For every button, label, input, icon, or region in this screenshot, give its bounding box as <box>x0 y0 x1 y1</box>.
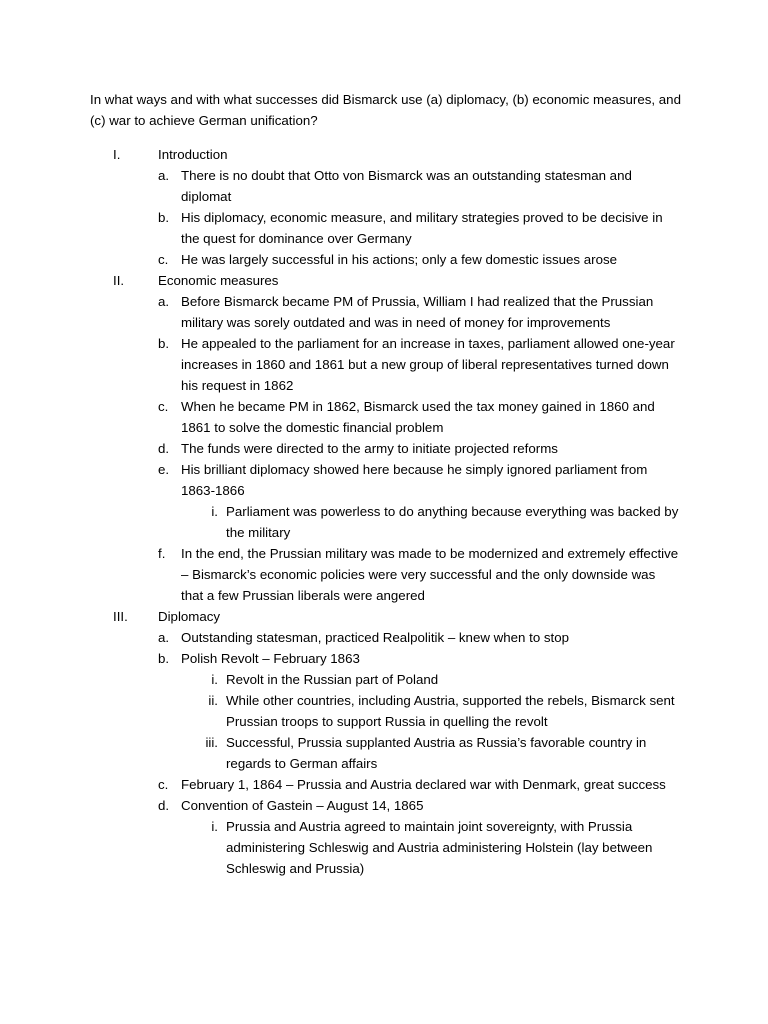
outline-marker: e. <box>158 462 170 477</box>
outline-item-level-1 <box>0 270 768 291</box>
outline-marker: iii. <box>205 735 218 750</box>
outline-marker: a. <box>158 168 170 183</box>
outline-marker: i. <box>211 504 218 519</box>
outline-item-level-2 <box>0 249 768 270</box>
outline-marker: i. <box>211 819 218 834</box>
outline-item-level-3 <box>0 816 768 879</box>
outline-text: Successful, Prussia supplanted Austria as Russia’s favorable country in regards to German affairs <box>226 735 647 771</box>
outline-text: February 1, 1864 – Prussia and Austria declared war with Denmark, great success <box>181 777 666 792</box>
outline-item-level-3 <box>0 669 768 690</box>
outline-text: There is no doubt that Otto von Bismarck was an outstanding statesman and diplomat <box>181 168 632 204</box>
outline-item-level-2 <box>0 333 768 396</box>
outline-marker: III. <box>113 609 128 624</box>
outline-text: While other countries, including Austria, supported the rebels, Bismarck sent Prussian troops to support Russia in quelling the revolt <box>226 693 675 729</box>
outline-item-level-2 <box>0 543 768 606</box>
outline-text: Revolt in the Russian part of Poland <box>226 672 439 687</box>
outline-marker: d. <box>158 798 170 813</box>
outline-marker: I. <box>113 147 121 162</box>
outline-text: In the end, the Prussian military was made to be modernized and extremely effective – Bismarck’s economic policies were very successful and the only downside was that a few Prussian liberals were angered <box>181 546 679 603</box>
outline-marker: f. <box>158 546 166 561</box>
outline-text: His brilliant diplomacy showed here because he simply ignored parliament from 1863-1866 <box>181 462 648 498</box>
outline-marker: ii. <box>208 693 218 708</box>
outline-text: He was largely successful in his actions; only a few domestic issues arose <box>181 252 618 267</box>
outline-item-level-2 <box>0 795 768 816</box>
outline-item-level-3 <box>0 501 768 543</box>
outline-item-level-2 <box>0 648 768 669</box>
outline-text: Before Bismarck became PM of Prussia, William I had realized that the Prussian military was sorely outdated and was in need of money for improvements <box>181 294 654 330</box>
outline-text: Convention of Gastein – August 14, 1865 <box>181 798 424 813</box>
outline-item-level-2 <box>0 291 768 333</box>
outline-marker: a. <box>158 630 170 645</box>
outline-item-level-2 <box>0 627 768 648</box>
outline-text: Outstanding statesman, practiced Realpolitik – knew when to stop <box>181 630 570 645</box>
outline-text: He appealed to the parliament for an increase in taxes, parliament allowed one-year increases in 1860 and 1861 but a new group of liberal representatives turned down his request in 1862 <box>181 336 675 393</box>
outline-text: Prussia and Austria agreed to maintain joint sovereignty, with Prussia administering Schleswig and Austria administering Holstein (lay between Schleswig and Prussia) <box>226 819 653 876</box>
outline-text: The funds were directed to the army to initiate projected reforms <box>181 441 558 456</box>
outline-marker: c. <box>158 777 169 792</box>
outline-item-level-3 <box>0 732 768 774</box>
outline-marker: II. <box>113 273 125 288</box>
outline-item-level-2 <box>0 774 768 795</box>
essay-outline <box>0 144 768 879</box>
outline-text: Introduction <box>158 147 228 162</box>
outline-marker: b. <box>158 336 170 351</box>
outline-marker: b. <box>158 210 170 225</box>
outline-marker: c. <box>158 252 169 267</box>
outline-item-level-2 <box>0 438 768 459</box>
outline-item-level-2 <box>0 459 768 501</box>
outline-marker: d. <box>158 441 170 456</box>
outline-item-level-2 <box>0 165 768 207</box>
outline-item-level-2 <box>0 396 768 438</box>
outline-text: Parliament was powerless to do anything because everything was backed by the military <box>226 504 679 540</box>
outline-marker: b. <box>158 651 170 666</box>
outline-text: Diplomacy <box>158 609 221 624</box>
outline-text: When he became PM in 1862, Bismarck used the tax money gained in 1860 and 1861 to solve the domestic financial problem <box>181 399 655 435</box>
outline-item-level-1 <box>0 144 768 165</box>
outline-item-level-3 <box>0 690 768 732</box>
outline-marker: a. <box>158 294 170 309</box>
outline-item-level-1 <box>0 606 768 627</box>
outline-text: Economic measures <box>158 273 279 288</box>
outline-text: His diplomacy, economic measure, and military strategies proved to be decisive in the quest for dominance over Germany <box>181 210 663 246</box>
outline-marker: c. <box>158 399 169 414</box>
outline-item-level-2 <box>0 207 768 249</box>
outline-marker: i. <box>211 672 218 687</box>
essay-question: In what ways and with what successes did Bismarck use (a) diplomacy, (b) economic measures, and (c) war to achieve German unification? <box>90 92 681 129</box>
outline-text: Polish Revolt – February 1863 <box>181 651 360 666</box>
